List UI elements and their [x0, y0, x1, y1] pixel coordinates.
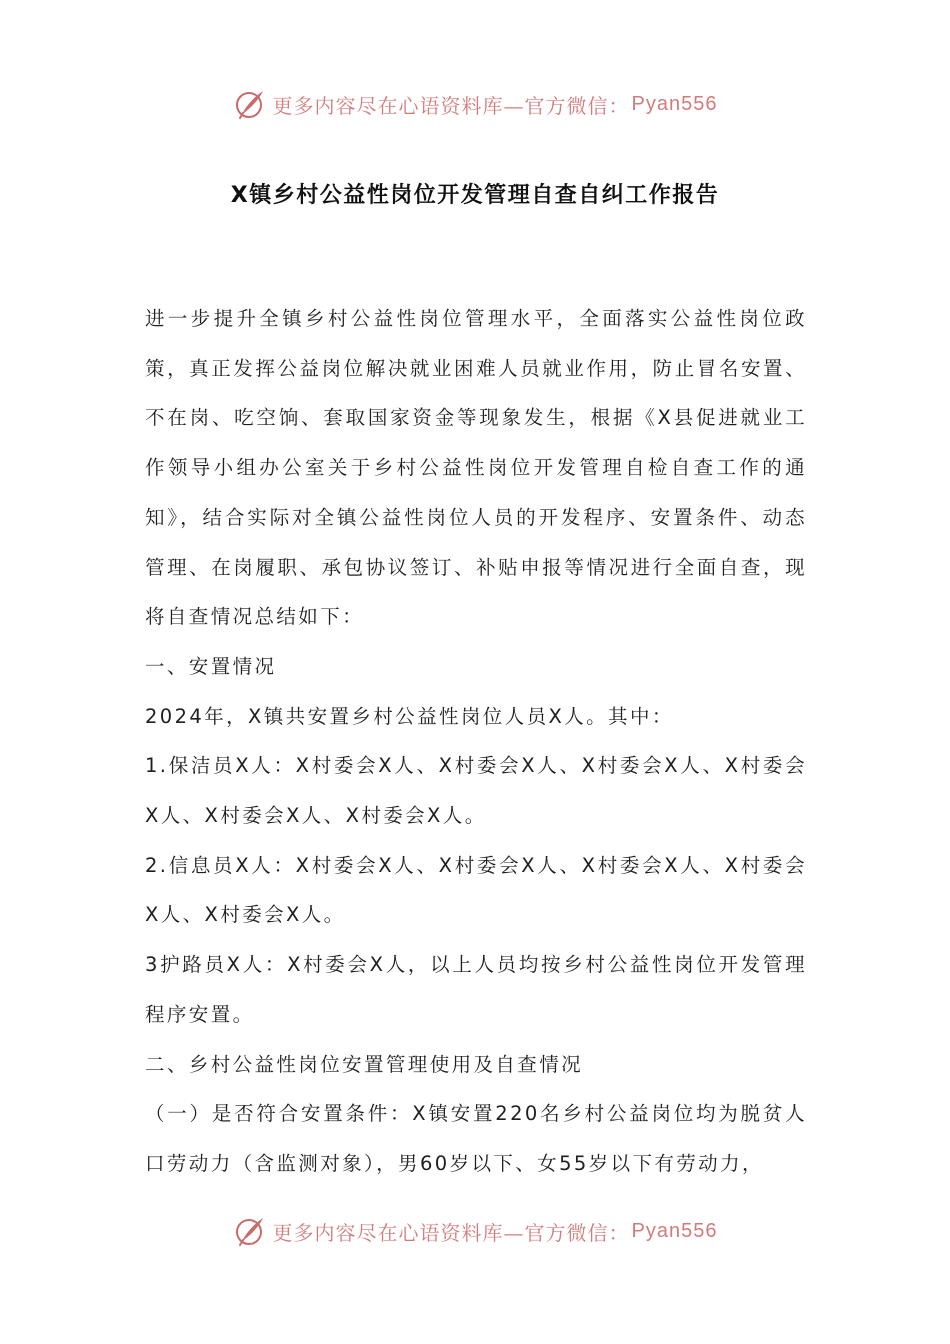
quill-pen-circle-icon	[233, 87, 267, 121]
list-item-road-guards: 3护路员X人：X村委会X人，以上人员均按乡村公益性岗位开发管理程序安置。	[145, 953, 807, 1026]
paragraph-condition-check: （一）是否符合安置条件：X镇安置220名乡村公益岗位均为脱贫人口劳动力（含监测对象），男60岁以下、女55岁以下有劳动力，	[145, 1102, 807, 1175]
watermark-header	[0, 84, 950, 124]
quill-pen-circle-icon	[233, 1214, 267, 1248]
list-item-cleaners: 1.保洁员X人：X村委会X人、X村委会X人、X村委会X人、X村委会X人、X村委会X人、X村委会X人。	[145, 754, 807, 828]
list-item-informants: 2.信息员X人：X村委会X人、X村委会X人、X村委会X人、X村委会X人、X村委会X人。	[145, 853, 807, 927]
section-heading-2: 二、乡村公益性岗位安置管理使用及自查情况	[145, 1052, 584, 1076]
watermark-account: Pyan556	[631, 92, 718, 115]
watermark-text: 更多内容尽在心语资料库—官方微信：	[272, 1220, 630, 1245]
section-heading-1: 一、安置情况	[145, 654, 277, 678]
watermark-account: Pyan556	[631, 1219, 718, 1242]
watermark-text: 更多内容尽在心语资料库—官方微信：	[272, 93, 630, 118]
document-body	[145, 294, 807, 1189]
document-title: X镇乡村公益性岗位开发管理自查自纠工作报告	[230, 183, 720, 208]
paragraph-summary: 2024年，X镇共安置乡村公益性岗位人员X人。其中：	[145, 704, 674, 728]
watermark-footer	[0, 1211, 950, 1251]
paragraph-intro: 进一步提升全镇乡村公益性岗位管理水平，全面落实公益性岗位政策，真正发挥公益岗位解决就业困难人员就业作用，防止冒名安置、不在岗、吃空饷、套取国家资金等现象发生，根据《X县促进就业工作领导小组办公室关于乡村公益性岗位开发管理自检自查工作的通知》，结合实际对全镇公益性岗位人员的开发程序、安置条件、动态管理、在岗履职、承包协议签订、补贴申报等情况进行全面自查，现将自查情况总结如下：	[145, 307, 807, 629]
